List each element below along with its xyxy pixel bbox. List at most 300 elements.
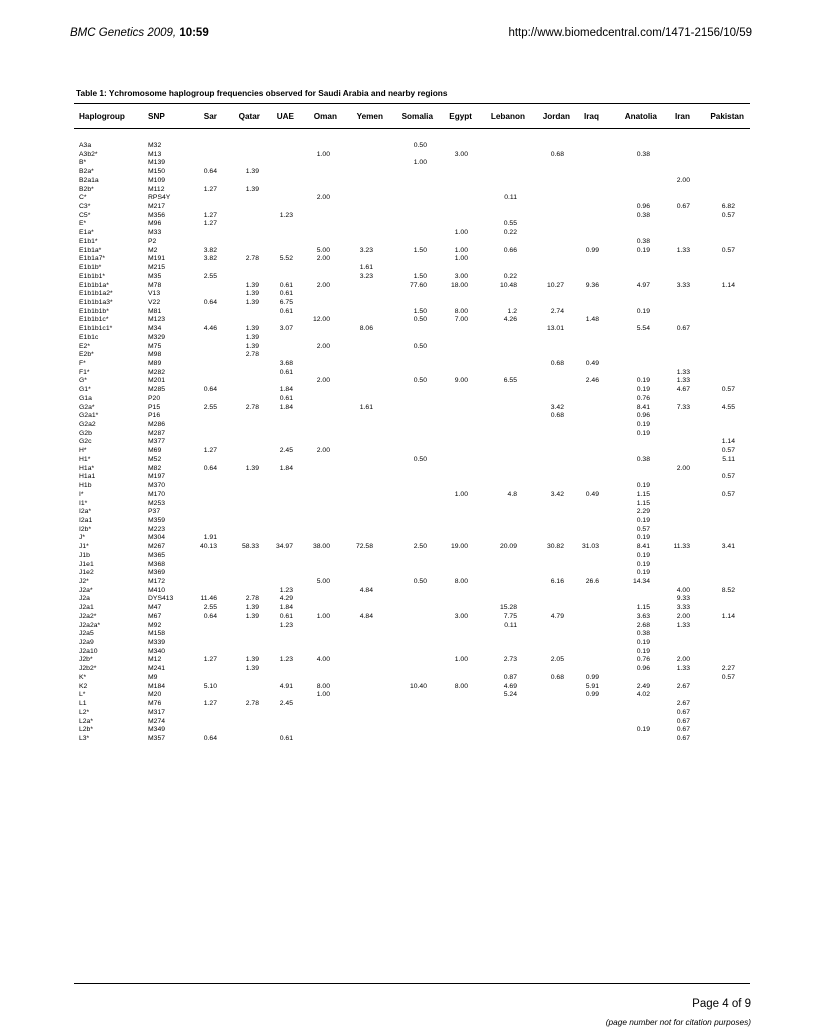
frequency-cell-uae: 3.68: [279, 360, 293, 367]
haplogroup-cell: F1*: [79, 368, 90, 376]
frequency-cell-anatolia: 0.38: [636, 211, 650, 219]
table-row: [0, 376, 828, 385]
haplogroup-cell: L*: [79, 691, 86, 699]
table-row: [0, 499, 828, 508]
haplogroup-cell: J2a2*: [79, 612, 97, 620]
frequency-cell-qatar: 2.78: [245, 595, 259, 603]
table-row: [0, 342, 828, 351]
frequency-cell-iraq: 1.48: [585, 316, 599, 324]
frequency-cell-iran: 1.33: [676, 621, 690, 629]
haplogroup-cell: E1b1c: [79, 333, 99, 341]
table-row: [0, 185, 828, 194]
snp-cell: RPS4Y: [148, 194, 171, 202]
haplogroup-cell: I*: [79, 490, 84, 498]
frequency-cell-jordan: 0.68: [550, 360, 564, 367]
column-header-lebanon: Lebanon: [490, 112, 525, 121]
snp-cell: M98: [148, 351, 162, 359]
table-row: [0, 560, 828, 569]
citation-note: (page number not for citation purposes): [605, 1017, 751, 1027]
snp-cell: M112: [148, 185, 165, 193]
snp-cell: M35: [148, 272, 162, 280]
frequency-cell-pakistan: 0.57: [721, 246, 735, 254]
frequency-cell-anatolia: 2.29: [636, 508, 650, 516]
table-row: [0, 315, 828, 324]
column-header-pakistan: Pakistan: [710, 112, 744, 121]
frequency-cell-egypt: 8.00: [454, 682, 468, 690]
frequency-cell-egypt: 19.00: [450, 543, 468, 551]
snp-cell: M33: [148, 229, 162, 237]
frequency-cell-sar: 0.64: [203, 612, 217, 620]
frequency-cell-pakistan: 0.57: [721, 490, 735, 498]
haplogroup-cell: G2a2: [79, 421, 96, 429]
frequency-cell-somalia: 0.50: [413, 142, 427, 149]
snp-cell: M223: [148, 525, 166, 533]
frequency-cell-sar: 0.64: [203, 298, 217, 306]
haplogroup-cell: J2a*: [79, 586, 93, 594]
frequency-cell-anatolia: 0.19: [636, 482, 650, 490]
column-header-yemen: Yemen: [356, 112, 383, 121]
table-row: [0, 176, 828, 185]
frequency-cell-iran: 0.67: [676, 726, 690, 734]
table-row: [0, 472, 828, 481]
haplogroup-cell: G2a1*: [79, 412, 99, 420]
snp-cell: V13: [148, 290, 161, 298]
haplogroup-cell: H*: [79, 447, 87, 455]
frequency-cell-anatolia: 0.76: [636, 394, 650, 402]
frequency-cell-somalia: 1.50: [413, 272, 427, 280]
frequency-cell-uae: 4.29: [279, 595, 293, 603]
haplogroup-cell: E1b1b1c*: [79, 316, 109, 324]
haplogroup-cell: G2b: [79, 429, 92, 437]
frequency-cell-lebanon: 0.55: [503, 220, 517, 228]
snp-cell: M359: [148, 516, 166, 524]
frequency-cell-egypt: 3.00: [454, 150, 468, 158]
frequency-cell-qatar: 1.39: [245, 612, 259, 620]
haplogroup-cell: E1b1b1b*: [79, 307, 109, 315]
frequency-cell-iran: 2.67: [676, 700, 690, 708]
frequency-cell-lebanon: 10.48: [499, 281, 517, 289]
table-row: [0, 551, 828, 560]
snp-cell: M150: [148, 168, 166, 176]
column-header-anatolia: Anatolia: [624, 112, 657, 121]
table-row: [0, 717, 828, 726]
frequency-cell-iran: 1.33: [676, 665, 690, 673]
frequency-cell-anatolia: 0.76: [636, 656, 650, 664]
frequency-cell-uae: 0.61: [279, 281, 293, 289]
frequency-cell-uae: 2.45: [279, 447, 293, 455]
frequency-cell-somalia: 1.00: [413, 159, 427, 167]
frequency-cell-jordan: 3.42: [550, 403, 564, 411]
haplogroup-cell: J2a10: [79, 647, 98, 655]
frequency-cell-uae: 0.61: [279, 307, 293, 315]
frequency-cell-uae: 0.61: [279, 368, 293, 376]
frequency-cell-qatar: 1.39: [245, 464, 259, 472]
frequency-cell-iraq: 26.6: [585, 578, 599, 585]
frequency-cell-sar: 1.91: [203, 534, 217, 542]
haplogroup-cell: E1b1b1c1*: [79, 325, 113, 333]
table-row: [0, 281, 828, 290]
frequency-cell-sar: 40.13: [199, 543, 217, 551]
table-row: [0, 350, 828, 359]
frequency-cell-yemen: 1.61: [359, 264, 373, 272]
snp-cell: M47: [148, 604, 162, 612]
running-head-citation: [70, 27, 209, 39]
frequency-cell-iran: 7.33: [676, 403, 690, 411]
citation-year: 2009,: [144, 27, 180, 39]
frequency-cell-anatolia: 0.57: [636, 525, 650, 533]
snp-cell: M170: [148, 490, 166, 498]
frequency-cell-anatolia: 0.19: [636, 377, 650, 385]
haplogroup-cell: L2*: [79, 708, 90, 716]
frequency-cell-anatolia: 0.19: [636, 639, 650, 647]
snp-cell: M92: [148, 621, 162, 629]
haplogroup-cell: E1b1b1a2*: [79, 290, 113, 298]
frequency-cell-pakistan: 1.14: [721, 281, 735, 289]
frequency-cell-jordan: 0.68: [550, 412, 564, 420]
haplogroup-cell: E1b1*: [79, 237, 98, 245]
column-header-qatar: Qatar: [238, 112, 260, 121]
haplogroup-cell: B2b*: [79, 185, 94, 193]
table-row: [0, 664, 828, 673]
frequency-cell-lebanon: 4.26: [503, 316, 517, 324]
snp-cell: V22: [148, 298, 161, 306]
snp-cell: M287: [148, 429, 166, 437]
snp-cell: M123: [148, 316, 166, 324]
table-row: [0, 237, 828, 246]
table-top-rule: [74, 103, 750, 104]
table-row: [0, 516, 828, 525]
haplogroup-cell: J1b: [79, 551, 90, 559]
frequency-cell-pakistan: 6.82: [721, 203, 735, 211]
table-row: [0, 533, 828, 542]
frequency-cell-uae: 1.84: [279, 386, 293, 394]
frequency-cell-pakistan: 1.14: [721, 612, 735, 620]
snp-cell: P15: [148, 403, 161, 411]
frequency-cell-anatolia: 0.38: [636, 150, 650, 158]
frequency-cell-qatar: 2.78: [245, 255, 259, 263]
haplogroup-cell: G1*: [79, 386, 91, 394]
frequency-cell-iraq: 31.03: [581, 543, 599, 551]
table-header-row: [0, 111, 828, 123]
haplogroup-cell: G2a*: [79, 403, 95, 411]
haplogroup-cell: J2b2*: [79, 665, 97, 673]
table-header-rule: [74, 128, 750, 129]
snp-cell: M215: [148, 264, 166, 272]
frequency-cell-pakistan: 5.11: [722, 455, 735, 463]
snp-cell: DYS413: [148, 595, 174, 603]
frequency-cell-anatolia: 1.15: [636, 499, 650, 507]
haplogroup-cell: G2c: [79, 438, 92, 446]
column-header-haplogroup: Haplogroup: [79, 112, 125, 121]
frequency-cell-lebanon: 20.09: [499, 543, 517, 551]
frequency-cell-anatolia: 2.68: [636, 621, 650, 629]
frequency-cell-oman: 2.00: [316, 194, 330, 202]
frequency-cell-iran: 2.00: [676, 176, 690, 184]
column-header-oman: Oman: [313, 112, 337, 121]
table-row: [0, 219, 828, 228]
table-row: [0, 437, 828, 446]
table-row: [0, 411, 828, 420]
frequency-cell-sar: 1.27: [203, 185, 217, 193]
frequency-cell-jordan: 6.16: [550, 578, 564, 585]
table-caption: Table 1: Ychromosome haplogroup frequencies observed for Saudi Arabia and nearby regions: [76, 88, 448, 98]
frequency-cell-qatar: 1.39: [245, 333, 259, 341]
frequency-cell-iran: 1.33: [676, 368, 690, 376]
table-row: [0, 289, 828, 298]
frequency-cell-jordan: 10.27: [546, 281, 564, 289]
frequency-cell-oman: 1.00: [316, 150, 330, 158]
table-row: [0, 446, 828, 455]
page-number: Page 4 of 9: [692, 998, 751, 1010]
haplogroup-cell: C5*: [79, 211, 91, 219]
snp-cell: P16: [148, 412, 161, 420]
frequency-cell-yemen: 4.84: [359, 612, 373, 620]
snp-cell: M356: [148, 211, 166, 219]
haplogroup-cell: E2b*: [79, 351, 94, 359]
table-row: [0, 603, 828, 612]
haplogroup-cell: E1b1b1a3*: [79, 298, 113, 306]
haplogroup-cell: J2b*: [79, 656, 93, 664]
frequency-cell-egypt: 1.00: [454, 229, 468, 237]
snp-cell: M349: [148, 726, 166, 734]
haplogroup-cell: B2a*: [79, 168, 94, 176]
frequency-cell-sar: 3.82: [203, 246, 217, 254]
frequency-cell-anatolia: 4.97: [636, 281, 650, 289]
frequency-cell-qatar: 58.33: [241, 543, 259, 551]
frequency-cell-iran: 9.33: [676, 595, 690, 603]
frequency-cell-anatolia: 0.19: [636, 647, 650, 655]
haplogroup-cell: E1b1a7*: [79, 255, 106, 263]
frequency-cell-uae: 4.91: [279, 682, 293, 690]
haplogroup-cell: K*: [79, 673, 87, 681]
table-row: [0, 455, 828, 464]
haplogroup-cell: G*: [79, 377, 87, 385]
frequency-cell-iraq: 0.99: [585, 673, 599, 681]
table-row: [0, 403, 828, 412]
column-header-egypt: Egypt: [449, 112, 472, 121]
table-row: [0, 577, 828, 586]
table-row: [0, 708, 828, 717]
frequency-cell-qatar: 2.78: [245, 351, 259, 359]
frequency-cell-pakistan: 4.55: [721, 403, 735, 411]
table-row: [0, 481, 828, 490]
frequency-cell-sar: 0.64: [203, 464, 217, 472]
haplogroup-cell: L3*: [79, 734, 90, 742]
column-header-iraq: Iraq: [583, 112, 599, 121]
snp-cell: M184: [148, 682, 166, 690]
frequency-cell-pakistan: 3.41: [721, 543, 735, 551]
frequency-cell-anatolia: 0.19: [636, 421, 650, 429]
frequency-cell-qatar: 1.39: [245, 604, 259, 612]
frequency-cell-qatar: 2.78: [245, 700, 259, 708]
frequency-cell-uae: 6.75: [279, 298, 293, 306]
haplogroup-cell: J1e2: [79, 569, 94, 577]
frequency-cell-iran: 0.67: [676, 325, 690, 333]
table-row: [0, 246, 828, 255]
frequency-cell-anatolia: 0.19: [636, 516, 650, 524]
frequency-cell-anatolia: 0.19: [636, 560, 650, 568]
frequency-cell-iran: 11.33: [673, 543, 690, 551]
table-row: [0, 594, 828, 603]
haplogroup-cell: L1: [79, 700, 87, 708]
table-row: [0, 690, 828, 699]
haplogroup-cell: F*: [79, 360, 86, 367]
frequency-cell-somalia: 0.50: [413, 316, 427, 324]
table-row: [0, 647, 828, 656]
haplogroup-cell: B2a1a: [79, 176, 99, 184]
haplogroup-cell: E2*: [79, 342, 90, 350]
frequency-cell-iraq: 9.36: [585, 281, 599, 289]
snp-cell: M52: [148, 455, 162, 463]
frequency-cell-uae: 3.07: [279, 325, 293, 333]
snp-cell: M285: [148, 386, 166, 394]
frequency-cell-egypt: 1.00: [454, 490, 468, 498]
snp-cell: M67: [148, 612, 162, 620]
haplogroup-cell: J2a2a*: [79, 621, 101, 629]
haplogroup-cell: E*: [79, 220, 87, 228]
table-row: [0, 298, 828, 307]
table-row: [0, 621, 828, 630]
haplogroup-cell: J2a5: [79, 630, 94, 638]
snp-cell: M82: [148, 464, 162, 472]
frequency-cell-qatar: 1.39: [245, 168, 259, 176]
table-row: [0, 586, 828, 595]
frequency-cell-iran: 4.67: [676, 386, 690, 394]
frequency-cell-iran: 3.33: [676, 604, 690, 612]
frequency-cell-lebanon: 0.11: [504, 194, 517, 202]
table-row: [0, 324, 828, 333]
frequency-cell-uae: 1.23: [279, 656, 293, 664]
frequency-cell-pakistan: 0.57: [721, 447, 735, 455]
frequency-cell-pakistan: 1.14: [721, 438, 735, 446]
frequency-cell-lebanon: 0.66: [503, 246, 517, 254]
frequency-cell-jordan: 0.68: [550, 673, 564, 681]
frequency-cell-qatar: 1.39: [245, 298, 259, 306]
haplogroup-cell: B*: [79, 159, 87, 167]
frequency-cell-egypt: 1.00: [454, 656, 468, 664]
frequency-cell-somalia: 0.50: [413, 578, 427, 585]
snp-cell: M76: [148, 700, 162, 708]
frequency-cell-anatolia: 0.96: [636, 412, 650, 420]
snp-cell: P20: [148, 394, 161, 402]
table-row: [0, 359, 828, 368]
frequency-cell-iran: 3.33: [676, 281, 690, 289]
frequency-cell-uae: 1.23: [279, 211, 293, 219]
frequency-cell-sar: 1.27: [203, 656, 217, 664]
frequency-cell-iran: 0.67: [676, 734, 690, 742]
snp-cell: M304: [148, 534, 166, 542]
frequency-cell-egypt: 3.00: [454, 612, 468, 620]
haplogroup-cell: J2a: [79, 595, 90, 603]
snp-cell: M370: [148, 482, 166, 490]
frequency-cell-egypt: 7.00: [454, 316, 468, 324]
snp-cell: M197: [148, 473, 166, 481]
haplogroup-cell: K2: [79, 682, 88, 690]
frequency-cell-somalia: 2.50: [413, 543, 427, 551]
snp-cell: M96: [148, 220, 162, 228]
table-row: [0, 167, 828, 176]
snp-cell: M13: [148, 150, 162, 158]
table-row: [0, 490, 828, 499]
frequency-cell-uae: 1.84: [279, 403, 293, 411]
snp-cell: M368: [148, 560, 166, 568]
snp-cell: M32: [148, 142, 162, 149]
frequency-cell-qatar: 2.78: [245, 403, 259, 411]
article-url[interactable]: http://www.biomedcentral.com/1471-2156/10/59: [508, 27, 752, 39]
frequency-cell-egypt: 8.00: [454, 307, 468, 315]
frequency-cell-pakistan: 0.57: [721, 386, 735, 394]
table-row: [0, 307, 828, 316]
table-row: [0, 158, 828, 167]
frequency-cell-uae: 5.52: [279, 255, 293, 263]
frequency-cell-iran: 0.67: [676, 708, 690, 716]
snp-cell: M139: [148, 159, 166, 167]
frequency-cell-lebanon: 15.28: [499, 604, 517, 612]
frequency-cell-sar: 0.64: [203, 386, 217, 394]
frequency-cell-anatolia: 5.54: [636, 325, 650, 333]
frequency-cell-iraq: 5.91: [585, 682, 599, 690]
frequency-cell-anatolia: 0.19: [636, 246, 650, 254]
frequency-cell-sar: 5.10: [203, 682, 217, 690]
frequency-cell-oman: 2.00: [316, 447, 330, 455]
table-row: [0, 211, 828, 220]
snp-cell: M286: [148, 421, 166, 429]
table-row: [0, 638, 828, 647]
frequency-cell-yemen: 1.61: [359, 403, 373, 411]
snp-cell: M410: [148, 586, 166, 594]
table-row: [0, 141, 828, 150]
snp-cell: M201: [148, 377, 166, 385]
haplogroup-cell: E1b1a*: [79, 246, 102, 254]
frequency-cell-iraq: 0.99: [585, 691, 599, 699]
frequency-cell-lebanon: 0.11: [504, 621, 517, 629]
frequency-cell-anatolia: 0.38: [636, 630, 650, 638]
haplogroup-cell: I2b*: [79, 525, 92, 533]
snp-cell: P37: [148, 508, 161, 516]
frequency-cell-lebanon: 0.22: [503, 272, 517, 280]
frequency-cell-qatar: 1.39: [245, 325, 259, 333]
table-row: [0, 699, 828, 708]
frequency-cell-oman: 2.00: [316, 377, 330, 385]
snp-cell: M81: [148, 307, 162, 315]
haplogroup-cell: H1a1: [79, 473, 96, 481]
frequency-cell-anatolia: 0.19: [636, 386, 650, 394]
frequency-cell-lebanon: 4.69: [503, 682, 517, 690]
frequency-cell-anatolia: 2.49: [636, 682, 650, 690]
frequency-cell-somalia: 0.50: [413, 342, 427, 350]
snp-cell: M282: [148, 368, 166, 376]
frequency-cell-yemen: 72.58: [355, 543, 373, 551]
haplogroup-cell: L2a*: [79, 717, 93, 725]
table-row: [0, 272, 828, 281]
frequency-cell-lebanon: 6.55: [503, 377, 517, 385]
journal-name: BMC Genetics: [70, 27, 145, 39]
frequency-cell-lebanon: 5.24: [503, 691, 517, 699]
frequency-cell-qatar: 1.39: [245, 281, 259, 289]
frequency-cell-uae: 0.61: [279, 394, 293, 402]
frequency-cell-pakistan: 0.57: [721, 211, 735, 219]
frequency-cell-yemen: 3.23: [359, 246, 373, 254]
frequency-cell-uae: 0.61: [279, 734, 293, 742]
snp-cell: P2: [148, 237, 157, 245]
table-row: [0, 525, 828, 534]
table-row: [0, 568, 828, 577]
frequency-cell-iran: 1.33: [676, 377, 690, 385]
frequency-cell-somalia: 77.60: [409, 281, 427, 289]
frequency-cell-uae: 1.84: [279, 464, 293, 472]
haplogroup-cell: J1e1: [79, 560, 94, 568]
frequency-cell-uae: 34.97: [275, 543, 293, 551]
